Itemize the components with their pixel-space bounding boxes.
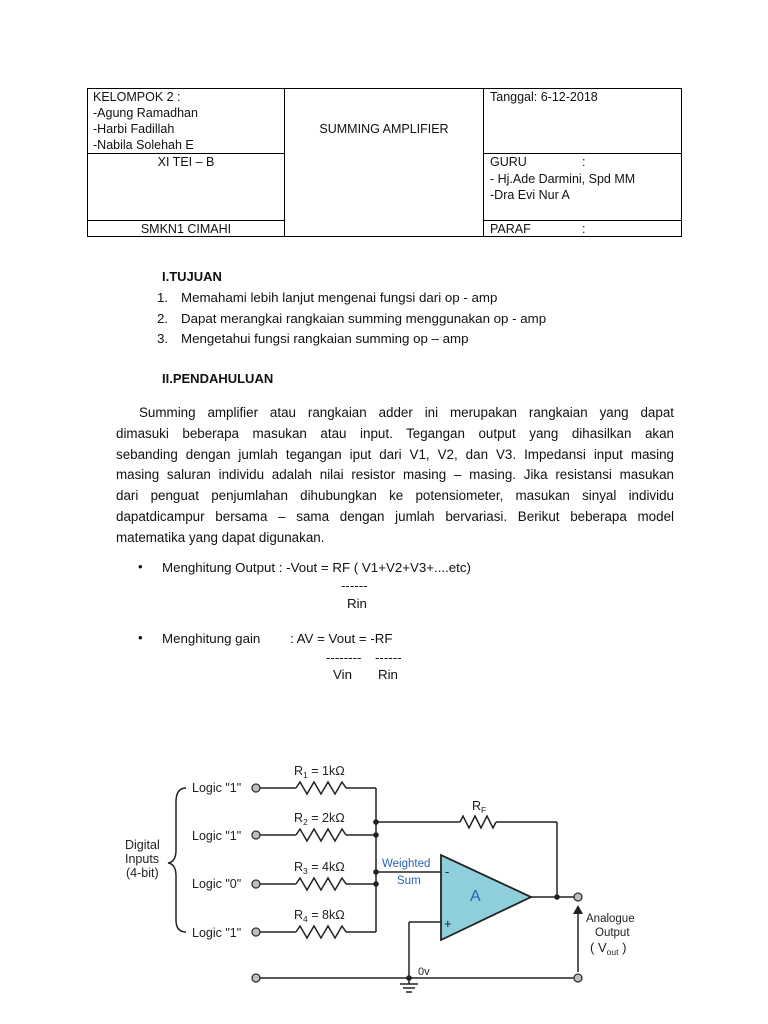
paragraph-line: matematika yang dapat digunakan.	[116, 529, 325, 545]
document-title: SUMMING AMPLIFIER	[319, 122, 449, 136]
summing-amplifier-diagram	[0, 750, 768, 1024]
list-text: Dapat merangkai rangkaian summing menggunakan op - amp	[181, 311, 547, 326]
gain-rin: Rin	[378, 667, 398, 682]
input-terminal	[252, 928, 260, 936]
input-terminal	[252, 784, 260, 792]
member-name: -Nabila Solehah E	[93, 138, 194, 152]
digital-inputs-label: Digital	[125, 838, 160, 852]
paragraph-line: dapatdicampur bersama – sama dengan jumlah bervariasi. Berikut beberapa model	[116, 508, 674, 524]
paragraph-line: dimasuki beberapa masukan atau input. Tegangan output yang dihasilkan akan	[116, 425, 674, 441]
vout-label: ( $V_{out}$ )	[590, 940, 627, 957]
paragraph-line: sebanding dengan jumlah tegangan iput dari V1, V2, dan V3. Impedansi input masing	[116, 446, 674, 462]
member-name: -Harbi Fadillah	[93, 122, 175, 136]
weighted-sum-label: Weighted	[382, 858, 431, 870]
teacher-name: - Hj.Ade Darmini, Spd MM	[490, 172, 636, 186]
class-name: XI TEI – B	[157, 155, 215, 169]
date-field: Tanggal: 6-12-2018	[490, 90, 598, 104]
output-ground-terminal	[574, 974, 582, 982]
resistor-label: $R_4$ = 8kΩ	[294, 908, 345, 924]
ground-label: 0v	[418, 966, 430, 978]
member-name: -Agung Ramadhan	[93, 106, 198, 120]
teacher-name: -Dra Evi Nur A	[490, 188, 570, 202]
list-text: Memahami lebih lanjut mengenai fungsi dari op - amp	[181, 290, 498, 305]
paragraph-line: masing saluran individu adalah nilai resistor masing – masing. Jika resistansi masukan	[116, 467, 674, 483]
opamp-triangle	[441, 855, 531, 940]
input-terminal	[252, 880, 260, 888]
list-number: 2.	[157, 311, 169, 326]
ground-terminal	[252, 974, 260, 982]
feedback-resistor-label: $R_F$	[472, 799, 487, 815]
logic-label: Logic "1"	[192, 926, 242, 940]
gain-label: Menghitung gain	[162, 631, 261, 646]
paragraph-line: dari penguat penjumlahan dihubungkan ke potensiometer, masukan sinyal individu	[116, 488, 674, 504]
weighted-sum-label: Sum	[397, 875, 421, 887]
group-label: KELOMPOK 2 :	[93, 90, 181, 104]
gain-fraction-line: ------	[375, 650, 402, 665]
output-terminal	[574, 893, 582, 901]
pendahuluan-heading: II.PENDAHULUAN	[162, 371, 274, 386]
teacher-label: GURU	[490, 155, 527, 169]
logic-label: Logic "1"	[192, 829, 242, 843]
gain-fraction-line: --------	[326, 650, 362, 665]
logic-label: Logic "1"	[192, 781, 242, 795]
teacher-colon: :	[582, 155, 586, 169]
output-label: Analogue	[586, 913, 635, 925]
opamp-label: A	[470, 888, 481, 905]
intro-paragraph	[116, 403, 674, 549]
paragraph-line: Summing amplifier atau rangkaian adder ini merupakan rangkaian yang dapat	[139, 405, 674, 420]
resistor-label: $R_2$ = 2kΩ	[294, 811, 345, 827]
output-arrow-icon	[573, 905, 583, 914]
school-name: SMKN1 CIMAHI	[140, 222, 232, 236]
noninverting-input-sign: +	[444, 916, 452, 931]
list-number: 3.	[157, 331, 169, 346]
input-terminal	[252, 831, 260, 839]
resistor-label: $R_3$ = 4kΩ	[294, 860, 345, 876]
bullet: •	[138, 559, 143, 574]
digital-inputs-label: Inputs	[125, 852, 160, 866]
gain-formula: : AV = Vout = -RF	[290, 631, 393, 646]
inverting-input-sign: -	[445, 864, 450, 879]
output-denominator: Rin	[347, 596, 367, 611]
list-text: Mengetahui fungsi rangkaian summing op – amp	[181, 331, 469, 346]
output-formula: Menghitung Output : -Vout = RF ( V1+V2+V3+....etc)	[162, 560, 471, 575]
output-fraction-line: ------	[341, 578, 368, 593]
digital-inputs-label: (4-bit)	[126, 866, 159, 880]
output-label: Output	[595, 927, 630, 939]
header-table	[87, 88, 682, 237]
bullet: •	[138, 630, 143, 645]
tujuan-heading: I.TUJUAN	[162, 269, 222, 284]
paraf-colon: :	[582, 222, 586, 236]
list-number: 1.	[157, 290, 169, 305]
gain-vin: Vin	[333, 667, 352, 682]
logic-label: Logic "0"	[192, 877, 242, 891]
paraf-label: PARAF	[490, 222, 531, 236]
resistor-label: $R_1$ = 1kΩ	[294, 764, 345, 780]
